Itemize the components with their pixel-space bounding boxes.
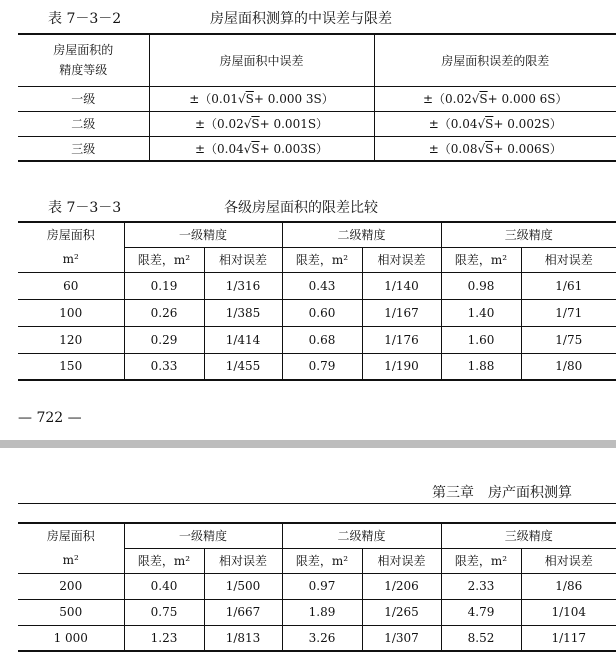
value-cell: 0.79	[282, 353, 362, 380]
table-732-number: 表 7－3－2	[48, 11, 122, 27]
area-cell: 60	[18, 272, 124, 299]
value-cell: 1/813	[204, 625, 282, 651]
area-cell: 120	[18, 326, 124, 353]
table-row	[18, 326, 616, 353]
page-number-footer: — 722 —	[18, 410, 82, 426]
subheader-limit: 限差，m²	[124, 247, 204, 272]
table-row	[18, 299, 616, 326]
value-cell: 1/61	[521, 272, 616, 299]
table-732	[18, 33, 616, 162]
table-row	[18, 136, 616, 161]
subheader-limit: 限差，m²	[282, 548, 362, 573]
group-grade-2: 二级精度	[282, 222, 441, 247]
table-733	[18, 221, 616, 381]
area-cell: 200	[18, 573, 124, 599]
limit-error-cell: ±（0.02√S+ 0.000 6S）	[374, 86, 616, 111]
value-cell: 1/190	[362, 353, 441, 380]
group-grade-1: 一级精度	[124, 523, 282, 548]
header-area	[18, 523, 124, 573]
subheader-relative: 相对误差	[521, 548, 616, 573]
value-cell: 1/86	[521, 573, 616, 599]
value-cell: 1/176	[362, 326, 441, 353]
value-cell: 0.97	[282, 573, 362, 599]
area-cell: 500	[18, 599, 124, 625]
value-cell: 1.89	[282, 599, 362, 625]
area-cell: 1 000	[18, 625, 124, 651]
value-cell: 1/500	[204, 573, 282, 599]
group-grade-1: 一级精度	[124, 222, 282, 247]
subheader-relative: 相对误差	[362, 548, 441, 573]
table-732-header-row	[18, 34, 616, 86]
value-cell: 1/167	[362, 299, 441, 326]
header-area	[18, 222, 124, 272]
value-cell: 0.68	[282, 326, 362, 353]
value-cell: 1/414	[204, 326, 282, 353]
value-cell: 1/206	[362, 573, 441, 599]
table-row	[18, 573, 616, 599]
subheader-limit: 限差，m²	[441, 247, 521, 272]
limit-error-cell: ±（0.04√S+ 0.002S）	[374, 111, 616, 136]
value-cell: 3.26	[282, 625, 362, 651]
subheader-limit: 限差，m²	[282, 247, 362, 272]
value-cell: 1/75	[521, 326, 616, 353]
value-cell: 1/140	[362, 272, 441, 299]
table-row	[18, 86, 616, 111]
value-cell: 1/80	[521, 353, 616, 380]
value-cell: 0.60	[282, 299, 362, 326]
header-mid-error: 房屋面积中误差	[149, 34, 374, 86]
subheader-relative: 相对误差	[362, 247, 441, 272]
grade-cell: 三级	[18, 136, 149, 161]
area-cell: 150	[18, 353, 124, 380]
value-cell: 1/667	[204, 599, 282, 625]
value-cell: 0.29	[124, 326, 204, 353]
limit-error-cell: ±（0.08√S+ 0.006S）	[374, 136, 616, 161]
header-precision-grade-line1: 房屋面积的	[53, 43, 114, 58]
value-cell: 1.60	[441, 326, 521, 353]
header-precision-grade-line2: 精度等级	[59, 63, 108, 78]
value-cell: 1.40	[441, 299, 521, 326]
group-grade-3: 三级精度	[441, 523, 616, 548]
mid-error-cell: ±（0.02√S+ 0.001S）	[149, 111, 374, 136]
table-row	[18, 353, 616, 380]
value-cell: 0.26	[124, 299, 204, 326]
grade-cell: 一级	[18, 86, 149, 111]
header-limit-error: 房屋面积误差的限差	[374, 34, 616, 86]
header-area-unit: m²	[62, 553, 79, 568]
value-cell: 1/117	[521, 625, 616, 651]
group-grade-2: 二级精度	[282, 523, 441, 548]
value-cell: 1/104	[521, 599, 616, 625]
value-cell: 0.40	[124, 573, 204, 599]
mid-error-cell: ±（0.04√S+ 0.003S）	[149, 136, 374, 161]
value-cell: 0.43	[282, 272, 362, 299]
table-733-number: 表 7－3－3	[48, 200, 122, 216]
header-area-label: 房屋面积	[46, 529, 95, 544]
mid-error-cell: ±（0.01√S+ 0.000 3S）	[149, 86, 374, 111]
area-cell: 100	[18, 299, 124, 326]
value-cell: 4.79	[441, 599, 521, 625]
table-row	[18, 625, 616, 651]
grade-cell: 二级	[18, 111, 149, 136]
subheader-limit: 限差，m²	[441, 548, 521, 573]
header-area-unit: m²	[62, 252, 79, 267]
table-732-title: 房屋面积测算的中误差与限差	[210, 11, 392, 27]
value-cell: 8.52	[441, 625, 521, 651]
header-precision-grade	[18, 34, 149, 86]
subheader-relative: 相对误差	[521, 247, 616, 272]
value-cell: 1.23	[124, 625, 204, 651]
value-cell: 1/316	[204, 272, 282, 299]
value-cell: 0.75	[124, 599, 204, 625]
value-cell: 0.19	[124, 272, 204, 299]
value-cell: 1/455	[204, 353, 282, 380]
value-cell: 1/307	[362, 625, 441, 651]
value-cell: 1/71	[521, 299, 616, 326]
value-cell: 0.33	[124, 353, 204, 380]
table-733-title: 各级房屋面积的限差比较	[224, 200, 378, 216]
value-cell: 1.88	[441, 353, 521, 380]
value-cell: 1/385	[204, 299, 282, 326]
table-733-continued	[18, 522, 616, 652]
page-723	[0, 448, 616, 664]
table-733-group-row	[18, 222, 616, 247]
value-cell: 2.33	[441, 573, 521, 599]
header-divider	[18, 503, 616, 504]
header-area-label: 房屋面积	[46, 228, 95, 243]
table-row	[18, 599, 616, 625]
group-grade-3: 三级精度	[441, 222, 616, 247]
value-cell: 1/265	[362, 599, 441, 625]
table-733c-group-row	[18, 523, 616, 548]
table-row	[18, 111, 616, 136]
table-row	[18, 272, 616, 299]
subheader-relative: 相对误差	[204, 548, 282, 573]
subheader-limit: 限差，m²	[124, 548, 204, 573]
chapter-header: 第三章 房产面积测算	[432, 485, 572, 501]
value-cell: 0.98	[441, 272, 521, 299]
subheader-relative: 相对误差	[204, 247, 282, 272]
